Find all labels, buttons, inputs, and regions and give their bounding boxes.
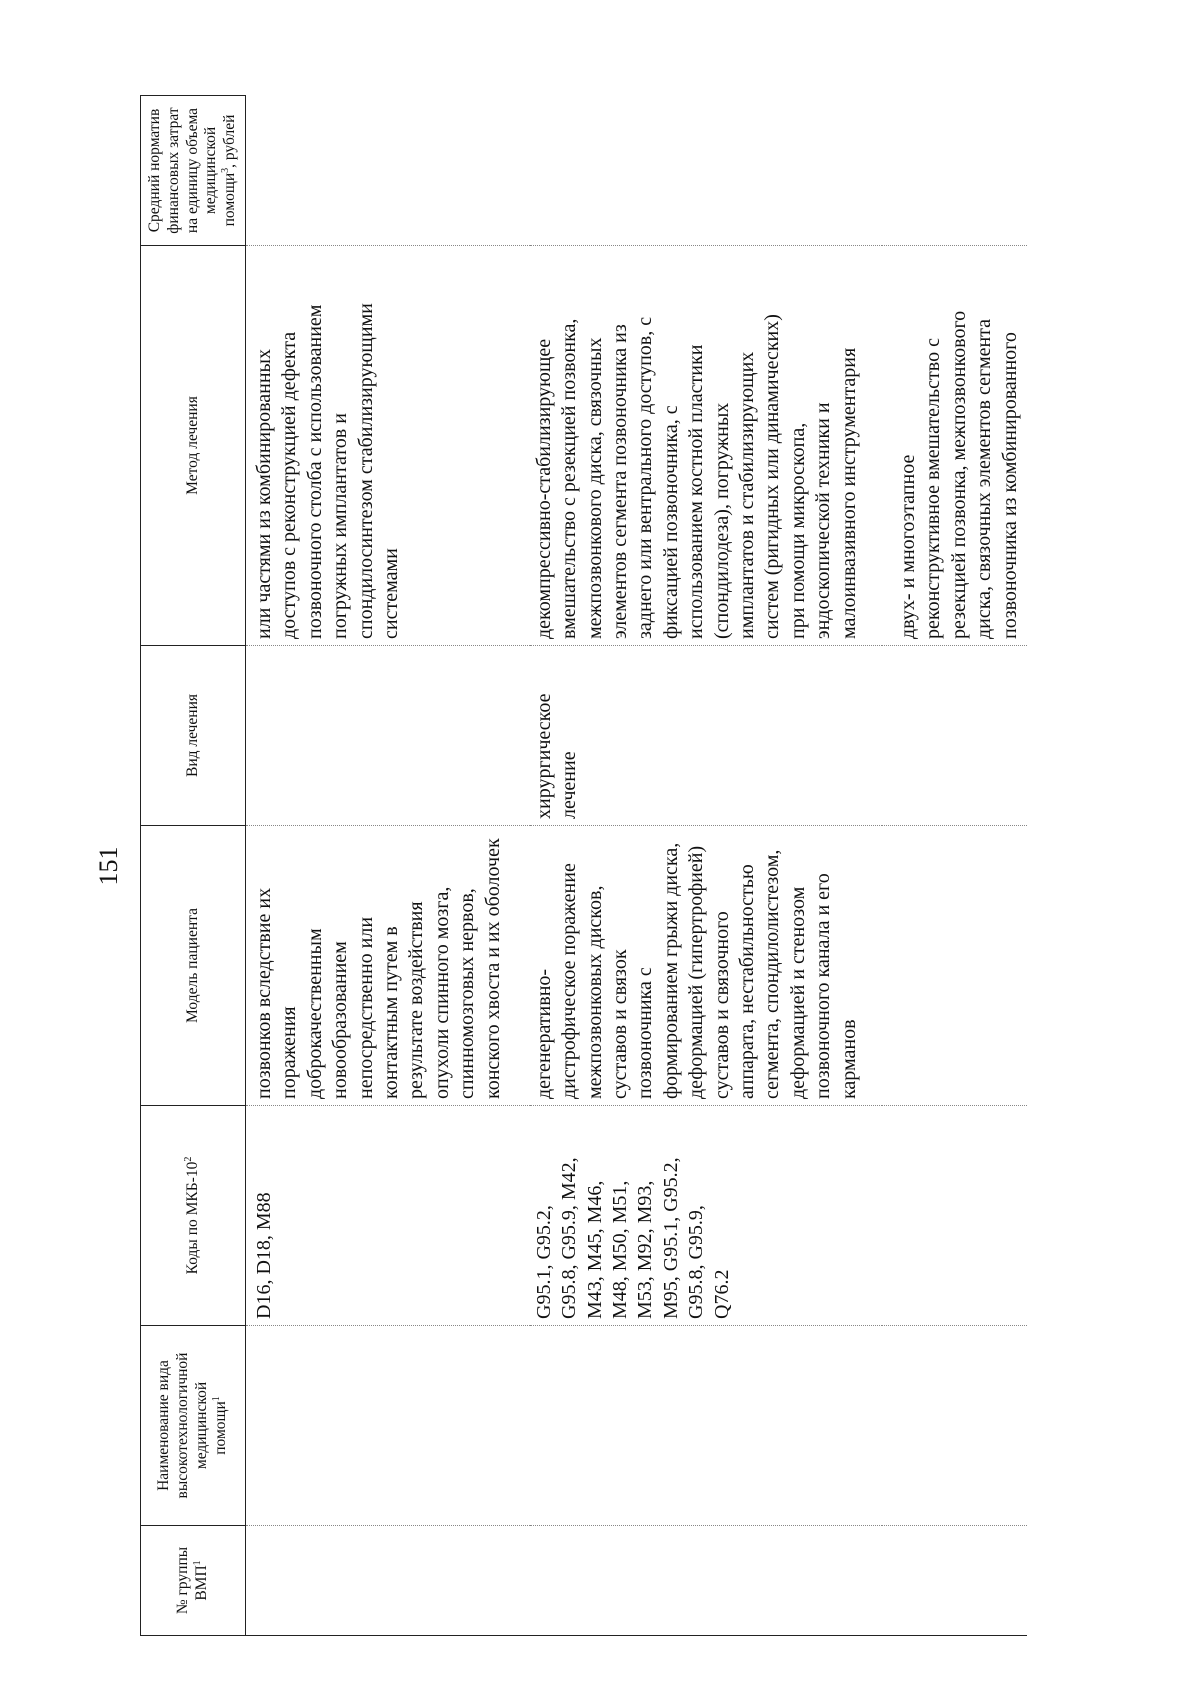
cell-average-cost — [530, 96, 882, 246]
rotated-page — [70, 96, 1130, 1636]
cell-treatment-method: декомпрессивно-стабилизирующее вмешательство с резекцией позвонка, межпозвонкового диска, связочных элементов сегмента позвоночника из заднего или вентрального доступов, с фиксацией позвоночника, с использованием костной пластики (спондилодеза), погружных имплантатов и стабилизирующих систем (ригидных или динамических) при помощи микроскопа, эндоскопической техники и малоинвазивного инструментария — [530, 246, 882, 646]
header-vmp-name: Наименование вида высокотехнологичной медицинской помощи$^1$ — [141, 1326, 246, 1526]
cell-vmp-name — [882, 1326, 1027, 1526]
cell-icd-codes: D16, D18, M88 — [246, 1106, 530, 1326]
cell-icd-codes: G95.1, G95.2, G95.8, G95.9, M42, M43, M45, M46, M48, M50, M51, M53, M92, M93, M95, G95.1, G95.2, G95.8, G95.9, Q76.2 — [530, 1106, 882, 1326]
cell-vmp-name — [530, 1326, 882, 1526]
cell-patient-model: дегенеративно- дистрофическое поражение межпозвонковых дисков, суставов и связок позвоночника с формированием грыжи диска, деформацией (гипертрофией) суставов и связочного аппарата, нестабильностью сегмента, спондилолистезом, деформацией и стенозом позвоночного канала и его карманов — [530, 826, 882, 1106]
vmp-table — [140, 95, 1027, 1636]
cell-patient-model — [882, 826, 1027, 1106]
cell-group-number — [246, 1526, 530, 1636]
cell-group-number — [882, 1526, 1027, 1636]
header-patient-model: Модель пациента — [141, 826, 246, 1106]
table-row — [246, 96, 530, 1636]
cell-treatment-method: или частями из комбинированных доступов с реконструкцией дефекта позвоночного столба с использованием погружных имплантатов и спондилосинтезом стабилизирующими системами — [246, 246, 530, 646]
cell-average-cost — [246, 96, 530, 246]
header-group-number: № группы ВМП$^1$ — [141, 1526, 246, 1636]
header-icd-codes: Коды по МКБ-$10^2$ — [141, 1106, 246, 1326]
cell-patient-model: позвонков вследствие их поражения доброкачественным новообразованием непосредственно или контактным путем в результате воздействия опухоли спинного мозга, спинномозговых нервов, конского хвоста и их оболочек — [246, 826, 530, 1106]
cell-treatment-type — [246, 646, 530, 826]
table-row — [882, 96, 1027, 1636]
cell-treatment-type — [882, 646, 1027, 826]
page-number: 151 — [94, 846, 123, 886]
cell-average-cost — [882, 96, 1027, 246]
cell-vmp-name — [246, 1326, 530, 1526]
header-treatment-method: Метод лечения — [141, 246, 246, 646]
header-average-cost: Средний норматив финансовых затрат на единицу объема медицинской помощи$^3$, рублей — [141, 96, 246, 246]
header-row — [141, 96, 246, 1636]
header-treatment-type: Вид лечения — [141, 646, 246, 826]
cell-treatment-method: двух- и многоэтапное реконструктивное вмешательство с резекцией позвонка, межпозвонкового диска, связочных элементов сегмента позвоночника из комбинированного — [882, 246, 1027, 646]
cell-group-number — [530, 1526, 882, 1636]
table-row — [530, 96, 882, 1636]
cell-icd-codes — [882, 1106, 1027, 1326]
cell-treatment-type: хирургическое лечение — [530, 646, 882, 826]
